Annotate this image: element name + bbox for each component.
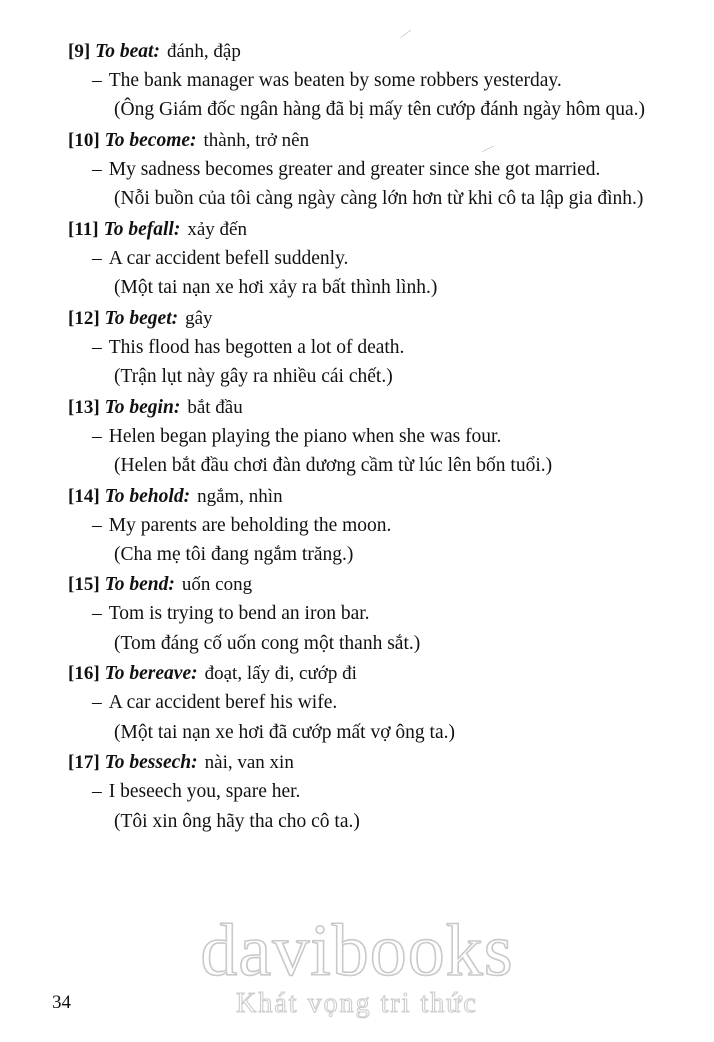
entry-term: To bereave: [104,663,198,685]
dash-icon: – [92,247,102,269]
entry-gloss: thành, trở nên [203,129,310,151]
dash-icon: – [92,158,102,180]
entry-number: [17] [68,752,100,774]
entry-headline [52,305,680,333]
entry-example: Tom is trying to bend an iron bar. [108,603,370,625]
entry-term: To bessech: [104,752,198,774]
dictionary-entry [52,483,680,570]
watermark-title: davibooks [200,909,514,992]
entry-example-line [52,512,680,540]
entry-example: The bank manager was beaten by some robbers yesterday. [108,69,562,91]
dictionary-entry [52,660,680,747]
watermark-tagline: Khát vọng tri thức [236,988,478,1019]
entry-example-line [52,334,680,362]
entry-example-line [52,67,680,95]
entry-headline [52,216,680,244]
entry-gloss: đoạt, lấy đi, cướp đi [204,663,357,685]
dash-icon: – [92,603,102,625]
entry-term: To beget: [104,307,179,329]
dash-icon: – [92,425,102,447]
entry-term: To become: [104,129,197,151]
entry-headline [52,394,680,422]
entry-example: A car accident befell suddenly. [108,247,349,269]
entry-term: To beat: [95,41,160,62]
entry-translation: (Helen bắt đầu chơi đàn dương cầm từ lúc lên bốn tuổi.) [114,455,553,477]
entry-example: My sadness becomes greater and greater since she got married. [108,158,601,180]
dictionary-entry [52,394,680,481]
publisher-watermark [0,909,714,1020]
dictionary-entry [52,127,680,214]
entry-example: This flood has begotten a lot of death. [108,336,405,358]
entry-translation: (Ông Giám đốc ngân hàng đã bị mấy tên cướp đánh ngày hôm qua.) [114,99,645,121]
entry-headline [52,127,680,155]
dictionary-entry [52,38,680,125]
stray-pen-mark: ⁄ [401,26,410,44]
entry-translation: (Nỗi buồn của tôi càng ngày càng lớn hơn từ khi cô ta lập gia đình.) [114,188,644,210]
entry-gloss: bắt đầu [187,396,243,418]
entry-example-line [52,600,680,628]
entry-number: [13] [68,396,100,418]
dash-icon: – [92,781,102,803]
entry-gloss: gây [185,307,213,329]
entry-translation: (Trận lụt này gây ra nhiều cái chết.) [114,366,393,388]
entry-number: [12] [68,307,100,329]
entry-example-line [52,689,680,717]
entry-headline [52,38,680,66]
entry-gloss: xảy đến [187,218,247,240]
entry-headline [52,660,680,688]
entry-translation: (Một tai nạn xe hơi đã cướp mất vợ ông ta.) [114,721,455,743]
entry-number: [16] [68,663,100,685]
entry-term: To begin: [104,396,181,418]
entry-example: My parents are beholding the moon. [108,514,392,536]
entry-example-line [52,245,680,273]
entry-example: A car accident beref his wife. [108,692,338,714]
entry-gloss: nài, van xin [204,752,294,774]
entry-example-line [52,423,680,451]
entry-gloss: uốn cong [181,574,253,596]
entry-term: To bend: [104,574,175,596]
entry-number: [11] [68,218,99,240]
entry-number: [15] [68,574,100,596]
dash-icon: – [92,336,102,358]
entry-example: I beseech you, spare her. [108,781,301,803]
entry-term: To befall: [103,218,181,240]
entry-translation: (Tom đáng cố uốn cong một thanh sắt.) [114,632,421,654]
entry-headline [52,571,680,599]
dash-icon: – [92,692,102,714]
page-number: 34 [52,992,71,1013]
entry-number: [10] [68,129,100,151]
entry-term: To behold: [104,485,191,507]
entry-translation: (Cha mẹ tôi đang ngắm trăng.) [114,543,354,565]
dash-icon: – [92,514,102,536]
stray-pen-mark-2: ⁄ [482,141,493,158]
entry-example-line [52,156,680,184]
dictionary-entry [52,571,680,658]
entry-example-line [52,778,680,806]
entry-gloss: đánh, đập [166,41,241,62]
entry-example: Helen began playing the piano when she was four. [108,425,502,447]
entry-translation: (Một tai nạn xe hơi xảy ra bất thình lình.) [114,277,438,299]
entry-headline [52,749,680,777]
dictionary-entry [52,216,680,303]
entry-number: [14] [68,485,100,507]
entry-headline [52,483,680,511]
entry-number: [9] [68,41,91,62]
dictionary-entry [52,749,680,836]
entry-translation: (Tôi xin ông hãy tha cho cô ta.) [114,810,360,832]
dictionary-entry [52,305,680,392]
dash-icon: – [92,69,102,91]
entry-gloss: ngắm, nhìn [197,485,283,507]
